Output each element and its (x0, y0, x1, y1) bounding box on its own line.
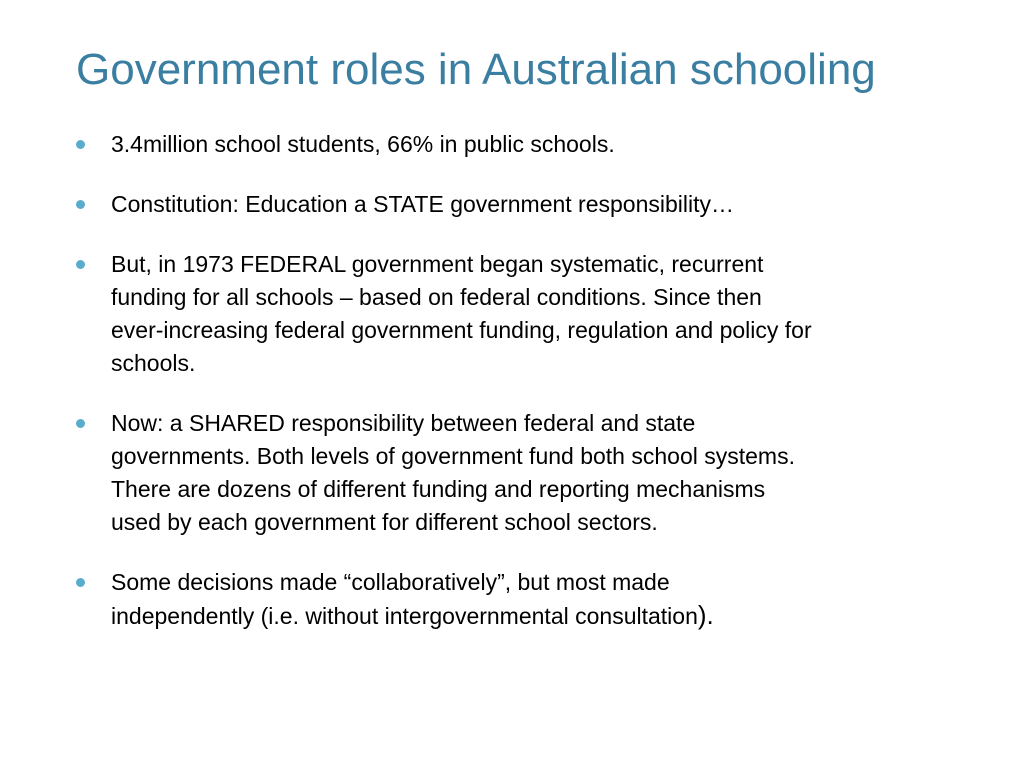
bullet-text: Now: a SHARED responsibility between federal and state governments. Both levels of government fund both school systems. There are dozens of different funding and reporting mechanisms used by each government for different school sectors. (111, 410, 795, 535)
bullet-text: 3.4million school students, 66% in public schools. (111, 131, 615, 157)
bullet-dot-icon (76, 200, 85, 209)
list-item (76, 566, 996, 633)
bullet-dot-icon (76, 578, 85, 587)
bullet-dot-icon (76, 260, 85, 269)
bullet-text-tail: ). (697, 600, 714, 630)
bullet-dot-icon (76, 419, 85, 428)
list-item (76, 188, 996, 221)
list-item (76, 248, 996, 380)
list-item (76, 407, 996, 539)
bullet-list (76, 128, 996, 660)
bullet-dot-icon (76, 140, 85, 149)
bullet-text: Some decisions made “collaboratively”, but most made independently (i.e. without intergovernmental consultation (111, 569, 698, 629)
bullet-text: Constitution: Education a STATE government responsibility… (111, 191, 734, 217)
bullet-text-wrapper (111, 566, 996, 633)
slide-title: Government roles in Australian schooling (76, 45, 876, 94)
bullet-text: But, in 1973 FEDERAL government began systematic, recurrent funding for all schools – based on federal conditions. Since then ever-increasing federal government funding, regulation and policy for schools. (111, 251, 812, 376)
list-item (76, 128, 996, 161)
